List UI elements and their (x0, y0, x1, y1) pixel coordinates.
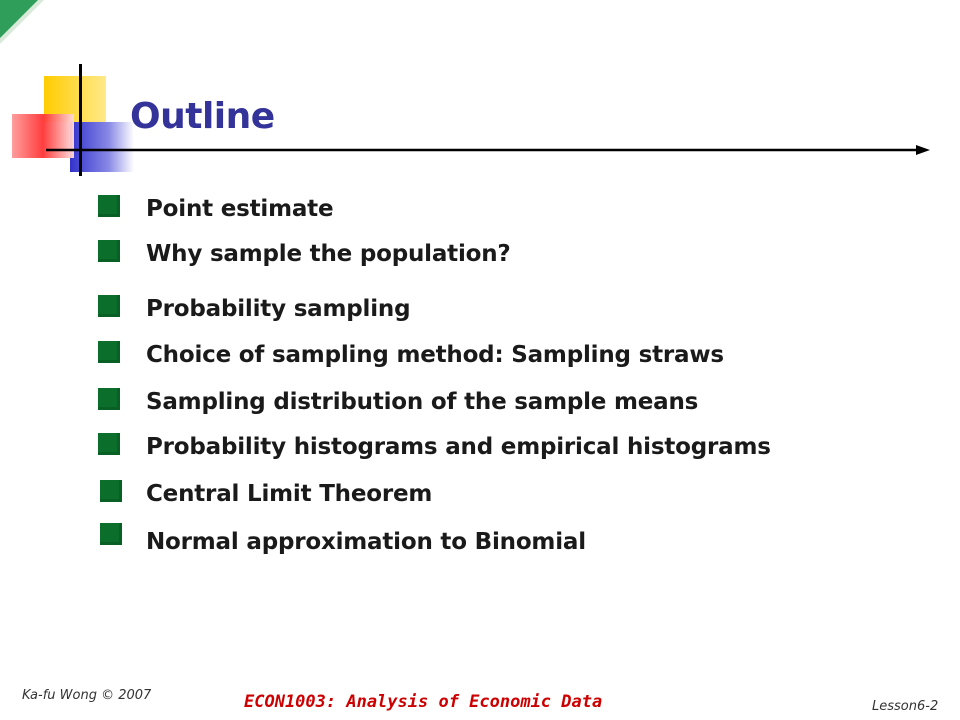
outline-item-central-limit-theorem: Central Limit Theorem (146, 481, 433, 507)
bullet-square (98, 433, 120, 455)
bullet-square (100, 523, 122, 545)
footer-lesson-number: Lesson6-2 (872, 699, 939, 714)
outline-item-point-estimate: Point estimate (146, 196, 334, 222)
bullet-square (98, 195, 120, 217)
footer-author: Ka-fu Wong © 2007 (22, 688, 152, 703)
bullet-square (98, 240, 120, 262)
slide-title: Outline (130, 96, 275, 137)
bullet-square (98, 341, 120, 363)
outline-item-sampling-method: Choice of sampling method: Sampling straws (146, 342, 724, 368)
bullet-square (100, 480, 122, 502)
outline-item-why-sample: Why sample the population? (146, 241, 511, 267)
outline-item-normal-approximation: Normal approximation to Binomial (146, 529, 586, 555)
footer-course-title: ECON1003: Analysis of Economic Data (244, 692, 603, 712)
outline-item-histograms: Probability histograms and empirical histograms (146, 434, 771, 460)
outline-item-sampling-distribution: Sampling distribution of the sample means (146, 389, 699, 415)
bullet-square (98, 388, 120, 410)
outline-item-probability-sampling: Probability sampling (146, 296, 411, 322)
bullet-square (98, 295, 120, 317)
